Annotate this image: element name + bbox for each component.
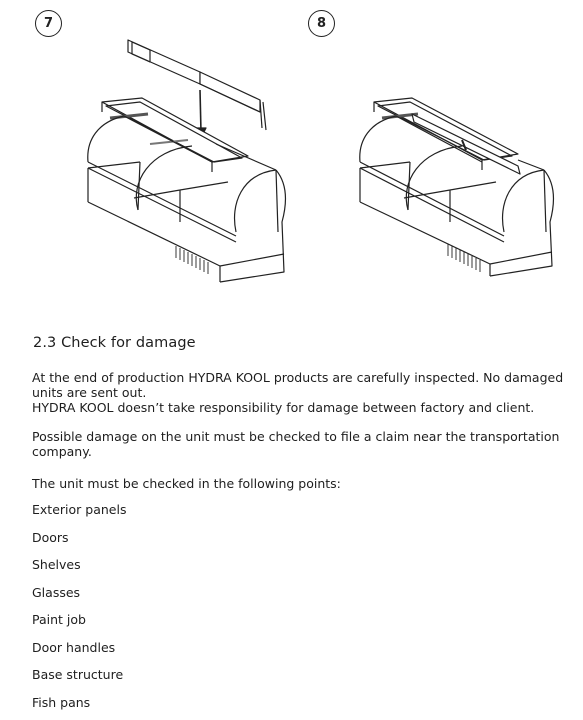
claim-paragraph	[32, 429, 580, 459]
inspection-line-3: HYDRA KOOL doesn’t take responsibility for damage between factory and client.	[32, 400, 534, 415]
inspection-paragraph	[32, 370, 580, 415]
step-number-8: 8	[308, 10, 335, 37]
list-item: Base structure	[32, 665, 126, 693]
list-item: Glasses	[32, 583, 126, 611]
list-item: Door handles	[32, 638, 126, 666]
damage-checklist	[32, 500, 126, 720]
inspection-line-1: At the end of production HYDRA KOOL products are carefully inspected. No damaged	[32, 370, 563, 385]
claim-line-1: Possible damage on the unit must be checked to file a claim near the transportation	[32, 429, 559, 444]
display-case-body	[88, 98, 286, 282]
display-case-glass-lid-install-illustration	[80, 32, 300, 292]
checkpoints-intro: The unit must be checked in the following points:	[32, 476, 580, 491]
step-number-7: 7	[35, 10, 62, 37]
display-case-assembled-illustration	[352, 92, 562, 282]
inspection-line-2: units are sent out.	[32, 385, 146, 400]
list-item: Shelves	[32, 555, 126, 583]
list-item: Fish pans	[32, 693, 126, 720]
list-item: Exterior panels	[32, 500, 126, 528]
section-title: 2.3 Check for damage	[33, 335, 196, 351]
claim-line-2: company.	[32, 444, 92, 459]
list-item: Paint job	[32, 610, 126, 638]
list-item: Doors	[32, 528, 126, 556]
